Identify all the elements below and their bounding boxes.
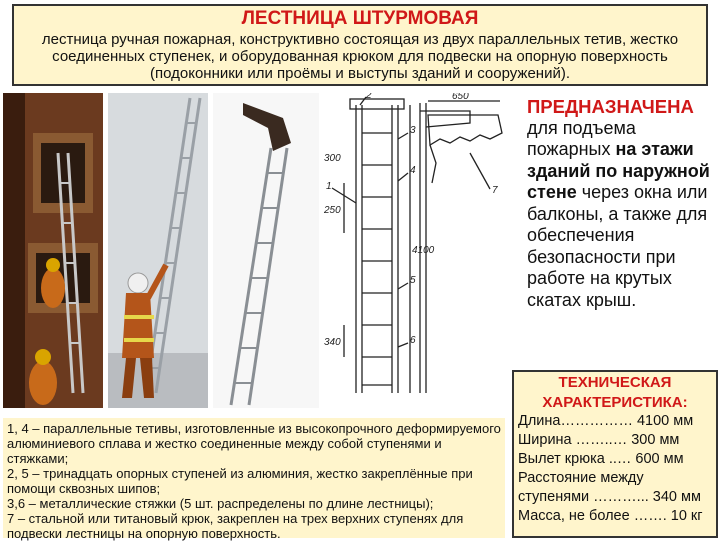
callout-1: 1 [326, 181, 332, 192]
callout-6: 6 [410, 335, 416, 346]
dimension-250: 250 [324, 205, 341, 216]
dimension-300: 300 [324, 153, 341, 164]
tech-title-1: ТЕХНИЧЕСКАЯ [558, 374, 672, 391]
callout-7: 7 [492, 185, 498, 196]
legend-item: 3,6 – металлические стяжки (5 шт. распределены по длине лестницы); [7, 496, 434, 511]
purpose-text-bold: на этажи зданий по наружной стене [527, 139, 710, 202]
legend-item: 1, 4 – параллельные тетивы, изготовленные из высокопрочного деформируемого алюминиевого сплава и жестко соединенные между собой ступенями и стяжками; [7, 421, 501, 466]
spec-mass: Масса, не более ……. 10 кг [518, 508, 703, 524]
photo-firefighter-climbing [108, 93, 208, 408]
dimension-650: 650 [452, 93, 469, 102]
header-description: лестница ручная пожарная, конструктивно состоящая из двух параллельных тетив, жестко соединенных ступенек, и оборудованная крюком для подвески на опорную поверхность (подоконники или проёмы и выступы зданий и сооружений). [41, 31, 679, 82]
callout-3: 3 [410, 125, 416, 136]
tech-title-2: ХАРАКТЕРИСТИКА: [542, 394, 688, 411]
legend-item: 7 – стальной или титановый крюк, закреплен на трех верхних ступенях для подвески лестницы на опорную поверхность. [7, 511, 464, 541]
spec-width: Ширина ……..… 300 мм [518, 432, 680, 448]
dimension-340: 340 [324, 337, 341, 348]
purpose-text-2: через окна или балконы, а также для обеспечения безопасности при работе на крутых скатах крыш. [527, 182, 708, 310]
purpose-section [527, 96, 719, 311]
legend-box [3, 418, 505, 541]
legend-item: 2, 5 – тринадцать опорных ступеней из алюминия, жестко закреплённые при помощи сквозных шипов; [7, 466, 473, 496]
spec-step-spacing-label: Расстояние между [518, 470, 644, 486]
callout-5: 5 [410, 275, 416, 286]
page-title: ЛЕСТНИЦА ШТУРМОВАЯ [241, 8, 479, 29]
spec-length: Длина…………… 4100 мм [518, 413, 694, 429]
technical-drawing [320, 93, 520, 415]
spec-step-spacing: ступенями ………... 340 мм [518, 489, 701, 505]
purpose-text-1: для подъема пожарных [527, 117, 636, 159]
dimension-4100: 4100 [412, 245, 435, 256]
photo-firefighters-building [3, 93, 103, 408]
header-box [12, 4, 708, 86]
photo-ladder-hook [213, 93, 319, 408]
spec-hook-reach: Вылет крюка ..… 600 мм [518, 451, 684, 467]
callout-2: 2 [366, 93, 372, 101]
callout-4: 4 [410, 165, 416, 176]
tech-specs-box [512, 370, 718, 538]
purpose-title: ПРЕДНАЗНАЧЕНА [527, 96, 694, 117]
